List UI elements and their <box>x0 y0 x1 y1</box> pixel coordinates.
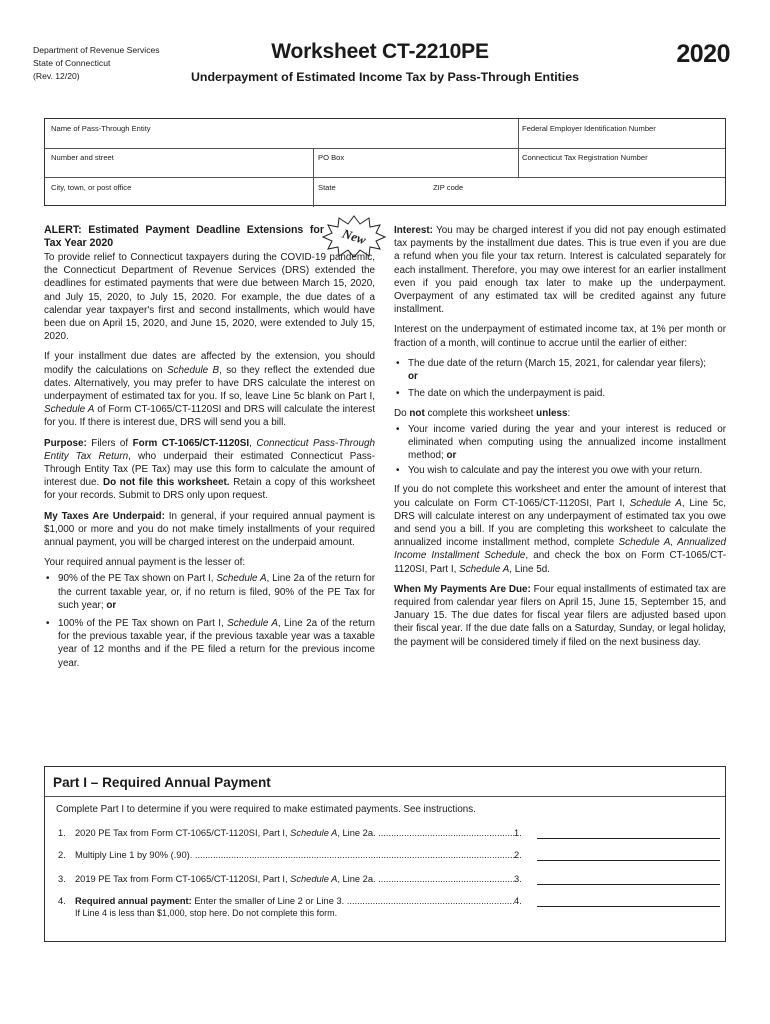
line-number: 3. <box>58 874 66 884</box>
form-subtitle: Underpayment of Estimated Income Tax by Pass-Through Entities <box>190 70 580 84</box>
list-item: • 90% of the PE Tax shown on Part I, Schedule A, Line 2a of the return for the current taxable year, or, if no return is filed, 90% of the PE Tax for such year; or <box>44 572 375 612</box>
form-title: Worksheet CT-2210PE <box>271 40 489 63</box>
interest-paragraph: Interest: You may be charged interest if you did not pay enough estimated tax payments by the installment due dates. This is true even if you are due a refund when you file your tax return. Interest is calculated separately for each installment. Therefore, you may owe interest for an earlier installment even if you paid enough tax later to make up the underpayment. Overpayment of any estimated tax will be credited against any future installment. <box>394 225 726 316</box>
line-4-input[interactable] <box>537 906 720 907</box>
line-1-input[interactable] <box>537 838 720 839</box>
zip-field[interactable]: ZIP code <box>433 183 464 192</box>
or-label: or <box>408 371 418 383</box>
part1-title: Part I – Required Annual Payment <box>53 775 271 790</box>
line-ref: 2. <box>514 850 522 860</box>
list-item: • You wish to calculate and pay the interest you owe with your return. <box>394 464 726 477</box>
department-name: Department of Revenue Services <box>33 45 160 55</box>
list-item: • The date on which the underpayment is paid. <box>394 387 726 400</box>
part1-intro: Complete Part I to determine if you were required to make estimated payments. See instructions. <box>56 804 476 815</box>
entity-info-box <box>44 118 726 206</box>
line-description: 2019 PE Tax from Form CT-1065/CT-1120SI, Part I, Schedule A, Line 2a. ..... <box>75 874 515 884</box>
extension-paragraph: If your installment due dates are affected by the extension, you should modify the calculations on Schedule B, so they reflect the extended due dates. Alternatively, you may prefer to have DRS calculate the interest on underpayment of estimated tax for you. If so, leave Line 5c blank on Part I, Schedule A of Form CT-1065/CT-1120SI and DRS will calculate the interest for you. If there is interest due, DRS will send you a bill. <box>44 351 375 429</box>
left-column <box>44 224 375 675</box>
line-ref: 1. <box>514 828 522 838</box>
street-field[interactable]: Number and street <box>51 153 114 162</box>
entity-name-field[interactable]: Name of Pass-Through Entity <box>51 124 151 133</box>
alert-body: To provide relief to Connecticut taxpayers during the COVID-19 pandemic, the Connecticut Department of Revenue Services (DRS) extended the deadlines for estimated payments that were due between March 15, 2020, and July 15, 2020, to July 15, 2020. For example, the due dates of a calendar year taxpayer's first and second installments, which would have been due on April 15, 2020, and June 15, 2020, were extended to July 15, 2020. <box>44 252 375 343</box>
divider <box>518 119 519 177</box>
line-3-input[interactable] <box>537 884 720 885</box>
revision-date: (Rev. 12/20) <box>33 71 80 81</box>
list-item: • Your income varied during the year and your interest is reduced or eliminated when computing using the annualized income installment method; or <box>394 423 726 463</box>
line-number: 4. <box>58 896 66 906</box>
purpose-paragraph: Purpose: Filers of Form CT-1065/CT-1120SI, Connecticut Pass-Through Entity Tax Return, who underpaid their estimated Connecticut Pass-Through Entity Tax (PE Tax) may use this form to calculate the amount of interest due. Do not file this worksheet. Retain a copy of this worksheet for your records. Submit to DRS only upon request. <box>44 437 376 502</box>
line-description: 2020 PE Tax from Form CT-1065/CT-1120SI, Part I, Schedule A, Line 2a. ..... <box>75 828 515 838</box>
underpaid-paragraph: My Taxes Are Underpaid: In general, if your required annual payment is $1,000 or more and you do not make timely installments of your required annual payment, you will be charged interest on the underpaid amount. <box>44 510 375 549</box>
due-dates-paragraph: When My Payments Are Due: Four equal installments of estimated tax are required from calendar year filers on April 15, June 15, September 15, and January 15. The due dates for fiscal year filers are adjusted based upon their fiscal year. If the due date falls on a Saturday, Sunday, or legal holiday, the payment will be considered timely if filed on the next business day. <box>394 583 726 648</box>
new-badge-label: New <box>340 225 368 248</box>
fein-field[interactable]: Federal Employer Identification Number <box>522 124 656 133</box>
ct-registration-field[interactable]: Connecticut Tax Registration Number <box>522 153 648 162</box>
alert-title: ALERT: Estimated Payment Deadline Extensions for Tax Year 2020 <box>44 224 324 249</box>
do-not-complete-heading: Do not complete this worksheet unless: <box>394 408 571 420</box>
divider <box>313 148 314 207</box>
if-not-complete-paragraph: If you do not complete this worksheet and enter the amount of interest that you calculate on Form CT-1065/CT-1120SI, Part I, Schedule A, Line 5c, DRS will calculate interest on any underpayment of estimated tax you owe and send you a bill. If you are completing this worksheet to calculate the annualized income installment method, complete Schedule A, Annualized Income Installment Schedule, and check the box on Form CT-1065/CT-1120SI, Part I, Schedule A, Line 5d. <box>394 484 726 575</box>
divider <box>45 177 725 178</box>
list-item: • The due date of the return (March 15, 2021, for calendar year filers); <box>394 357 726 370</box>
line-2-input[interactable] <box>537 860 720 861</box>
state-field[interactable]: State <box>318 183 336 192</box>
line-number: 1. <box>58 828 66 838</box>
lesser-of-text: Your required annual payment is the lesser of: <box>44 557 246 569</box>
divider <box>45 148 725 149</box>
line-4-note: If Line 4 is less than $1,000, stop here. Do not complete this form. <box>75 908 338 918</box>
right-column <box>394 224 726 656</box>
line-ref: 3. <box>514 874 522 884</box>
state-name: State of Connecticut <box>33 58 111 68</box>
tax-year: 2020 <box>676 40 730 68</box>
line-description: Multiply Line 1 by 90% (.90). ..... <box>75 850 515 860</box>
part1-section <box>44 766 726 942</box>
divider <box>45 796 725 797</box>
city-field[interactable]: City, town, or post office <box>51 183 132 192</box>
po-box-field[interactable]: PO Box <box>318 153 345 162</box>
list-item: • 100% of the PE Tax shown on Part I, Schedule A, Line 2a of the return for the previous taxable year, if the previous taxable year was a taxable year of 12 months and if the PE filed a return for the previous income year. <box>44 617 375 670</box>
line-description: Required annual payment: Enter the smaller of Line 2 or Line 3. ..... <box>75 896 515 906</box>
line-number: 2. <box>58 850 66 860</box>
accrue-paragraph: Interest on the underpayment of estimated income tax, at 1% per month or fraction of a month, will continue to accrue until the earlier of either: <box>394 324 726 349</box>
line-ref: 4. <box>514 896 522 906</box>
